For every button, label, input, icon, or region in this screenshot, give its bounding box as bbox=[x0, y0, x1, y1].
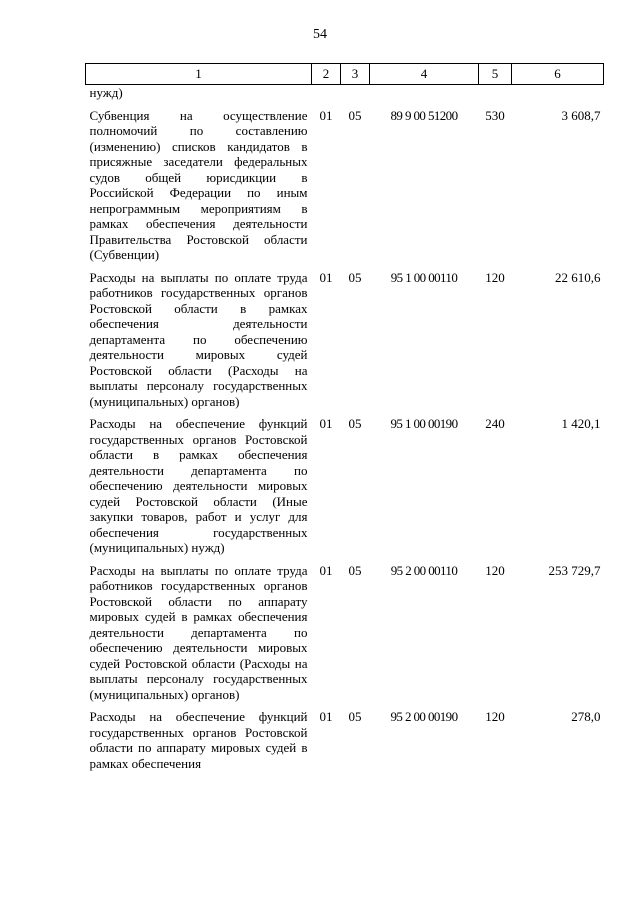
row-expense-type: 120 bbox=[485, 709, 505, 724]
row-subsection: 05 bbox=[348, 269, 362, 285]
continuation-text: нужд) bbox=[89, 85, 123, 100]
row-amount: 253 729,7 bbox=[548, 562, 601, 578]
row-section: 01 bbox=[319, 107, 333, 123]
header-col-3: 3 bbox=[341, 64, 370, 85]
row-expense-type: 120 bbox=[485, 269, 505, 285]
budget-table bbox=[85, 63, 604, 775]
row-subsection: 05 bbox=[348, 107, 362, 123]
row-section: 01 bbox=[319, 269, 333, 285]
row-expense-type: 120 bbox=[485, 562, 505, 578]
row-target-code: 95 1 00 00190 bbox=[390, 416, 458, 431]
row-subsection: 05 bbox=[348, 709, 362, 724]
row-target-code: 95 2 00 00110 bbox=[390, 562, 458, 578]
row-description: Расходы на обеспечение функций государственных органов Ростовской области в рамках обеспечения деятельности департамента по обеспечению деятельности мировых судей Ростовской области (Иные закупки товаров, работ и услуг для обеспечения государственных (муниципальных) нужд) bbox=[89, 416, 308, 555]
row-description: Расходы на выплаты по оплате труда работников государственных органов Ростовской области по аппарату мировых судей в рамках обеспечения деятельности департамента по обеспечению деятельности мировых судей Ростовской области (Расходы на выплаты персоналу государственных (муниципальных) органов) bbox=[89, 562, 308, 702]
header-col-5: 5 bbox=[479, 64, 512, 85]
table-row bbox=[86, 267, 604, 414]
row-amount: 1 420,1 bbox=[561, 416, 601, 431]
header-col-4: 4 bbox=[370, 64, 479, 85]
row-amount: 3 608,7 bbox=[561, 107, 601, 123]
table-row bbox=[86, 706, 604, 775]
row-subsection: 05 bbox=[348, 562, 362, 578]
row-description: Субвенция на осуществление полномочий по составлению (изменению) списков кандидатов в присяжные заседатели федеральных судов общей юрисдикции в Российской Федерации по иным непрограммным мероприятиям в рамках обеспечения деятельности Правительства Ростовской области (Субвенции) bbox=[89, 107, 308, 262]
row-amount: 22 610,6 bbox=[555, 269, 601, 285]
table-row bbox=[86, 560, 604, 707]
row-description: Расходы на выплаты по оплате труда работников государственных органов Ростовской области в рамках обеспечения деятельности департамента по обеспечению деятельности мировых судей Ростовской области (Расходы на выплаты персоналу государственных (муниципальных) органов) bbox=[89, 269, 308, 409]
page-number: 54 bbox=[313, 27, 327, 42]
table-row bbox=[86, 105, 604, 267]
table-row-continuation bbox=[86, 85, 604, 105]
row-expense-type: 240 bbox=[485, 416, 505, 431]
row-section: 01 bbox=[319, 416, 333, 431]
row-target-code: 95 1 00 00110 bbox=[390, 269, 458, 285]
row-section: 01 bbox=[319, 562, 333, 578]
row-description: Расходы на обеспечение функций государственных органов Ростовской области по аппарату мировых судей в рамках обеспечения bbox=[89, 709, 308, 771]
header-col-2: 2 bbox=[312, 64, 341, 85]
row-target-code: 89 9 00 51200 bbox=[390, 107, 458, 123]
row-amount: 278,0 bbox=[571, 709, 601, 724]
table-header-row bbox=[86, 64, 604, 85]
row-section: 01 bbox=[319, 709, 333, 724]
header-col-6: 6 bbox=[512, 64, 604, 85]
row-subsection: 05 bbox=[348, 416, 362, 431]
row-target-code: 95 2 00 00190 bbox=[390, 709, 458, 724]
row-expense-type: 530 bbox=[485, 107, 505, 123]
header-col-1: 1 bbox=[86, 64, 312, 85]
table-row bbox=[86, 413, 604, 560]
